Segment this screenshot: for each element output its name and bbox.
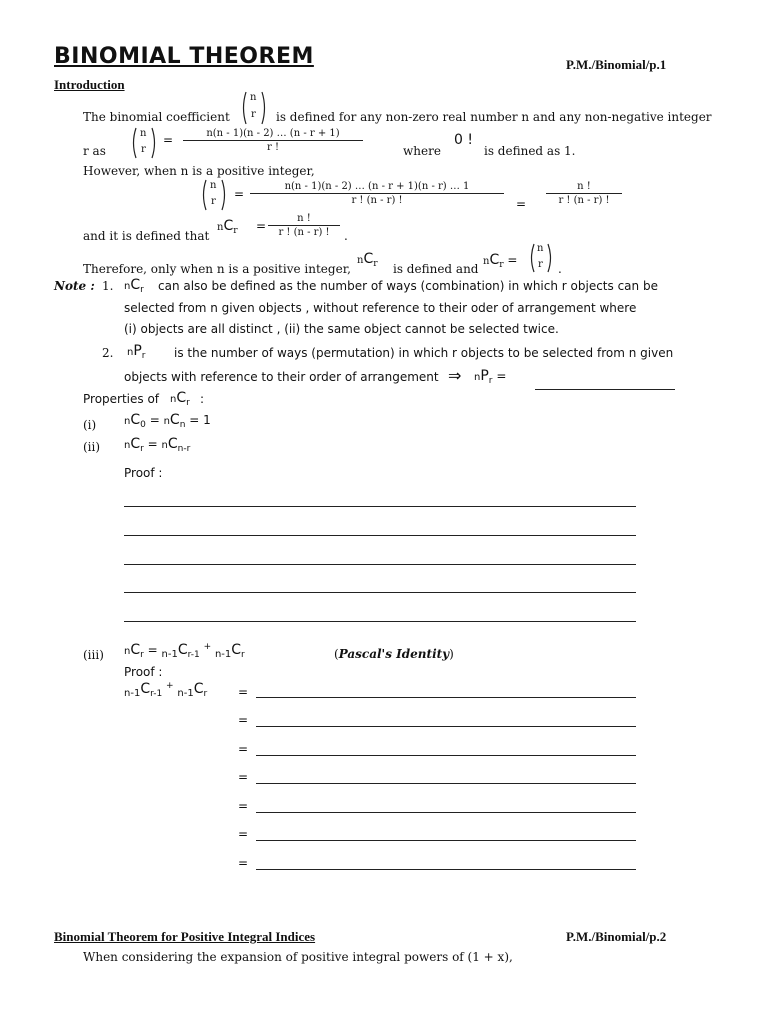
footer-text: When considering the expansion of positive integral powers of (1 + x), bbox=[83, 950, 513, 964]
proof-line[interactable] bbox=[124, 621, 636, 622]
page-reference: P.M./Binomial/p.2 bbox=[566, 929, 667, 944]
pascal-identity-label: (Pascal's Identity) bbox=[334, 647, 454, 661]
note-label: Note : bbox=[54, 279, 95, 293]
ncr-symbol: $nC_r$ bbox=[217, 218, 238, 236]
intro-text: The binomial coefficient bbox=[83, 110, 230, 124]
proof-line[interactable] bbox=[256, 783, 636, 784]
intro-text: Therefore, only when n is a positive integer, bbox=[83, 262, 351, 276]
page-title: BINOMIAL THEOREM bbox=[54, 44, 314, 69]
proof-line[interactable] bbox=[124, 535, 636, 536]
intro-text: However, when n is a positive integer, bbox=[83, 164, 315, 178]
proof-line[interactable] bbox=[256, 812, 636, 813]
proof-line[interactable] bbox=[256, 755, 636, 756]
binomial-coefficient: n r bbox=[130, 126, 158, 160]
proof-line[interactable] bbox=[124, 592, 636, 593]
intro-text: is defined for any non-zero real number n and any non-negative integer bbox=[276, 110, 712, 124]
proof-line[interactable] bbox=[124, 564, 636, 565]
npr-symbol: $nP_r$ bbox=[127, 343, 146, 361]
proof-line[interactable] bbox=[256, 869, 636, 870]
proof-line[interactable] bbox=[256, 697, 636, 698]
fraction: n ! r ! (n - r) ! bbox=[268, 213, 340, 238]
intro-text: and it is defined that bbox=[83, 229, 210, 243]
intro-text: r as bbox=[83, 144, 106, 158]
binomial-coefficient: n r bbox=[240, 90, 268, 126]
binomial-coefficient: n r bbox=[200, 178, 228, 212]
pascal-proof-lhs: $_{n-1}C_{r-1}$ + $_{n-1}C_r$ bbox=[124, 681, 208, 699]
ncr-symbol: $nC_r$ bbox=[357, 251, 378, 269]
ncr-symbol: $nC_r$ bbox=[170, 390, 190, 408]
page-reference: P.M./Binomial/p.1 bbox=[566, 57, 667, 72]
section-heading-introduction: Introduction bbox=[54, 77, 125, 92]
property-ii-formula: $nC_r = nC_{n-r}$ bbox=[124, 436, 191, 454]
ncr-symbol: $nC_r$ bbox=[124, 277, 144, 295]
implies-arrow: ⇒ bbox=[448, 366, 462, 385]
proof-line[interactable] bbox=[124, 506, 636, 507]
section-heading-binomial-theorem: Binomial Theorem for Positive Integral Indices bbox=[54, 929, 316, 944]
npr-symbol: $nP_r$ = bbox=[474, 368, 507, 386]
property-i-formula: $nC_0 = nC_n = 1$ bbox=[124, 412, 211, 430]
fraction: n ! r ! (n - r) ! bbox=[546, 181, 622, 206]
property-iii-formula: $nC_r = _{n-1}C_{r-1}$ + $_{n-1}C_r$ bbox=[124, 642, 245, 660]
proof-line[interactable] bbox=[256, 840, 636, 841]
fraction: n(n - 1)(n - 2) … (n - r + 1) r ! bbox=[183, 128, 363, 153]
binomial-coefficient: n r bbox=[528, 242, 554, 274]
answer-blank[interactable] bbox=[535, 389, 675, 390]
fraction: n(n - 1)(n - 2) … (n - r + 1)(n - r) … 1 r ! (n - r) ! bbox=[250, 181, 504, 206]
ncr-symbol: $nC_r$ = bbox=[483, 252, 518, 270]
proof-line[interactable] bbox=[256, 726, 636, 727]
